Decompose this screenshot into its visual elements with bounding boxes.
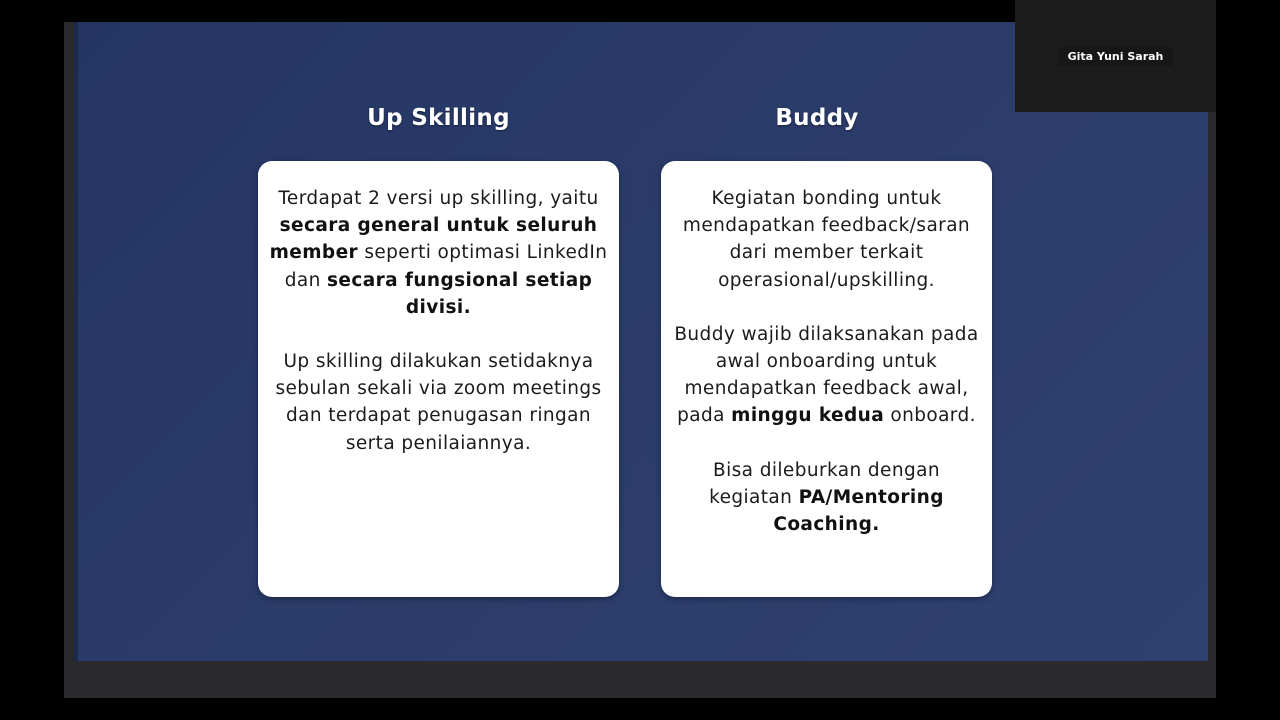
buddy-text-2a: Buddy wajib dilaksanakan pada awal onboarding untuk mendapatkan feedback awal, pada bbox=[674, 323, 979, 427]
upskilling-text-1a: Terdapat 2 versi up skilling, yaitu bbox=[278, 188, 599, 209]
participant-video-tile[interactable] bbox=[1015, 0, 1216, 112]
upskilling-paragraph-1 bbox=[268, 185, 609, 321]
meeting-bottom-bar bbox=[64, 661, 1216, 698]
buddy-heading: Buddy bbox=[775, 105, 859, 131]
upskilling-paragraph-2: Up skilling dilakukan setidaknya sebulan sekali via zoom meetings dan terdapat penugasan ringan serta penilaiannya. bbox=[275, 351, 602, 454]
participant-name-label: Gita Yuni Sarah bbox=[1058, 47, 1174, 66]
buddy-paragraph-2 bbox=[671, 321, 982, 430]
buddy-paragraph-1: Kegiatan bonding untuk mendapatkan feedback/saran dari member terkait operasional/upskilling. bbox=[682, 188, 971, 291]
upskilling-heading: Up Skilling bbox=[367, 105, 510, 131]
shared-slide bbox=[74, 22, 1208, 661]
upskilling-text-1c: seperti optimasi LinkedIn dan bbox=[284, 242, 608, 291]
buddy-card bbox=[661, 161, 992, 597]
upskilling-card bbox=[258, 161, 619, 597]
buddy-text-3a: Bisa dileburkan dengan kegiatan bbox=[709, 459, 940, 508]
upskilling-bold-general: secara general untuk seluruh member bbox=[269, 215, 598, 264]
buddy-bold-minggu-kedua: minggu kedua bbox=[731, 405, 885, 427]
buddy-text-2c: onboard. bbox=[884, 405, 976, 427]
buddy-paragraph-3 bbox=[671, 457, 982, 539]
upskilling-bold-fungsional: secara fungsional setiap divisi. bbox=[327, 269, 593, 318]
buddy-bold-pa-mentoring: PA/Mentoring Coaching. bbox=[773, 486, 944, 536]
